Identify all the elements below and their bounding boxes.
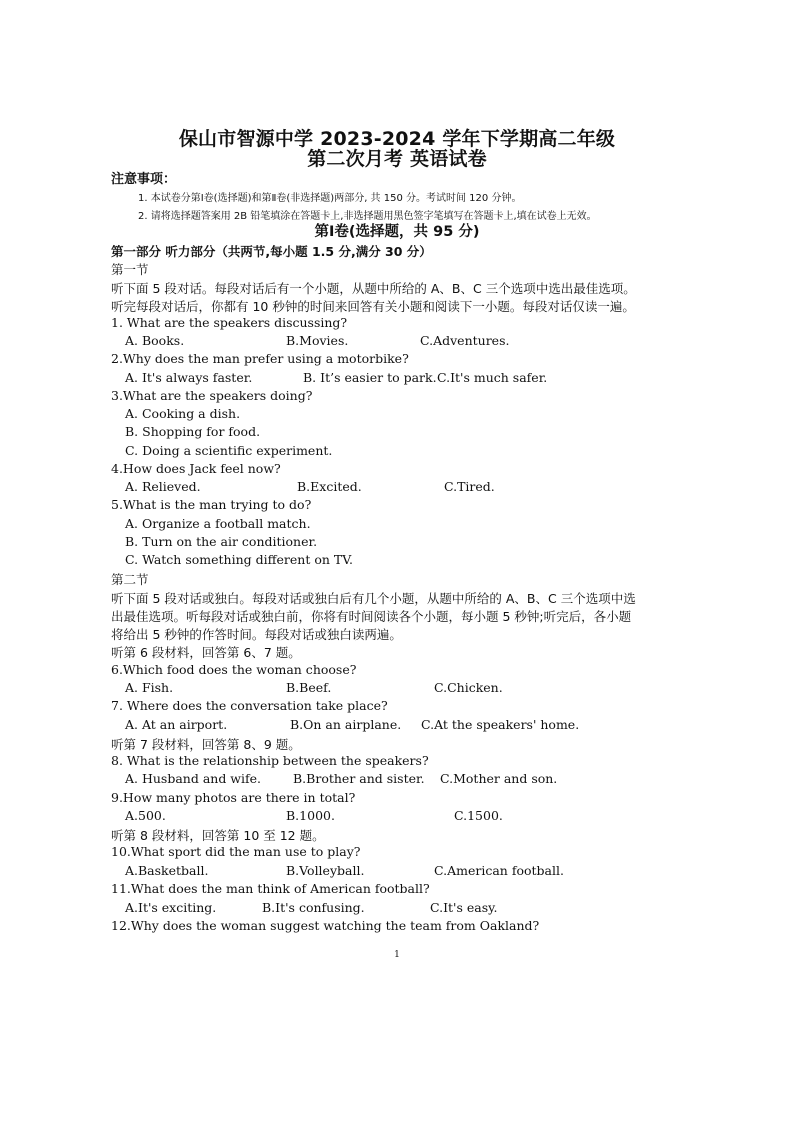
q9-option-b: B.1000. [286,808,335,823]
exam-title-line2: 第二次月考 英语试卷 [307,148,487,170]
q6-option-b: B.Beef. [286,680,332,695]
q9-option-a: A.500. [125,808,166,823]
section2-instruction-3: 将给出 5 秒钟的作答时间。每段对话或独白读两遍。 [111,627,402,642]
q9-option-c: C.1500. [454,808,503,823]
q7-option-c: C.At the speakers' home. [421,717,580,732]
q7-option-b: B.On an airplane. [290,717,402,732]
notes-heading: 注意事项： [111,172,177,187]
note-item-1: 1. 本试卷分第Ⅰ卷(选择题)和第Ⅱ卷(非选择题)两部分, 共 150 分。考试时间 120 分钟。 [138,193,522,204]
section1-label: 第一节 [111,262,149,277]
q10-option-c: C.American football. [434,863,564,878]
section2-instruction-1: 听下面 5 段对话或独白。每段对话或独白后有几个小题，从题中所给的 A、B、C 三个选项中选 [111,591,636,606]
note-item-2: 2. 请将选择题答案用 2B 铅笔填涂在答题卡上,非选择题用黑色签字笔填写在答题卡上,填在试卷上无效。 [138,211,597,222]
q2-option-a: A. It's always faster. [125,370,253,385]
question-1: 1. What are the speakers discussing? [111,315,348,330]
exam-title-line1: 保山市智源中学 2023-2024 学年下学期高二年级 [178,128,616,150]
q8-option-a: A. Husband and wife. [125,771,261,786]
question-5: 5.What is the man trying to do? [111,497,312,512]
q1-option-a: A. Books. [125,333,185,348]
q3-option-b: B. Shopping for food. [125,424,261,439]
part1-title: 第一部分 听力部分（共两节,每小题 1.5 分,满分 30 分） [111,244,432,259]
q10-option-a: A.Basketball. [125,863,209,878]
q2-option-b: B. It’s easier to park. [303,370,437,385]
question-7: 7. Where does the conversation take place? [111,698,388,713]
q4-option-a: A. Relieved. [125,479,201,494]
question-8: 8. What is the relationship between the speakers? [111,753,429,768]
q4-option-b: B.Excited. [297,479,362,494]
q4-option-c: C.Tired. [444,479,495,494]
question-3: 3.What are the speakers doing? [111,388,313,403]
volume-title: 第Ⅰ卷(选择题，共 95 分) [314,224,480,240]
q3-option-a: A. Cooking a dish. [125,406,241,421]
q7-option-a: A. At an airport. [125,717,228,732]
page-number: 1 [394,950,400,960]
question-12: 12.Why does the woman suggest watching the team from Oakland? [111,918,540,933]
material-8-instruction: 听第 8 段材料，回答第 10 至 12 题。 [111,828,325,843]
q6-option-a: A. Fish. [125,680,174,695]
q11-option-c: C.It's easy. [430,900,498,915]
question-6: 6.Which food does the woman choose? [111,662,357,677]
q11-option-a: A.It's exciting. [125,900,217,915]
material-6-instruction: 听第 6 段材料，回答第 6、7 题。 [111,645,301,660]
q5-option-c: C. Watch something different on TV. [125,552,354,567]
q1-option-b: B.Movies. [286,333,349,348]
q5-option-a: A. Organize a football match. [125,516,311,531]
q5-option-b: B. Turn on the air conditioner. [125,534,318,549]
q3-option-c: C. Doing a scientific experiment. [125,443,333,458]
q8-option-c: C.Mother and son. [440,771,558,786]
q10-option-b: B.Volleyball. [286,863,365,878]
section1-instruction-2: 听完每段对话后，你都有 10 秒钟的时间来回答有关小题和阅读下一小题。每段对话仅读一遍。 [111,299,635,314]
q6-option-c: C.Chicken. [434,680,503,695]
section1-instruction-1: 听下面 5 段对话。每段对话后有一个小题，从题中所给的 A、B、C 三个选项中选出最佳选项。 [111,281,636,296]
q1-option-c: C.Adventures. [420,333,510,348]
question-2: 2.Why does the man prefer using a motorbike? [111,351,409,366]
question-9: 9.How many photos are there in total? [111,790,356,805]
material-7-instruction: 听第 7 段材料，回答第 8、9 题。 [111,737,301,752]
section2-instruction-2: 出最佳选项。听每段对话或独白前，你将有时间阅读各个小题，每小题 5 秒钟;听完后，各小题 [111,609,632,624]
q11-option-b: B.It's confusing. [262,900,365,915]
q8-option-b: B.Brother and sister. [293,771,425,786]
question-10: 10.What sport did the man use to play? [111,844,361,859]
section2-label: 第二节 [111,572,149,587]
question-11: 11.What does the man think of American football? [111,881,430,896]
q2-option-c: C.It's much safer. [437,370,548,385]
question-4: 4.How does Jack feel now? [111,461,281,476]
